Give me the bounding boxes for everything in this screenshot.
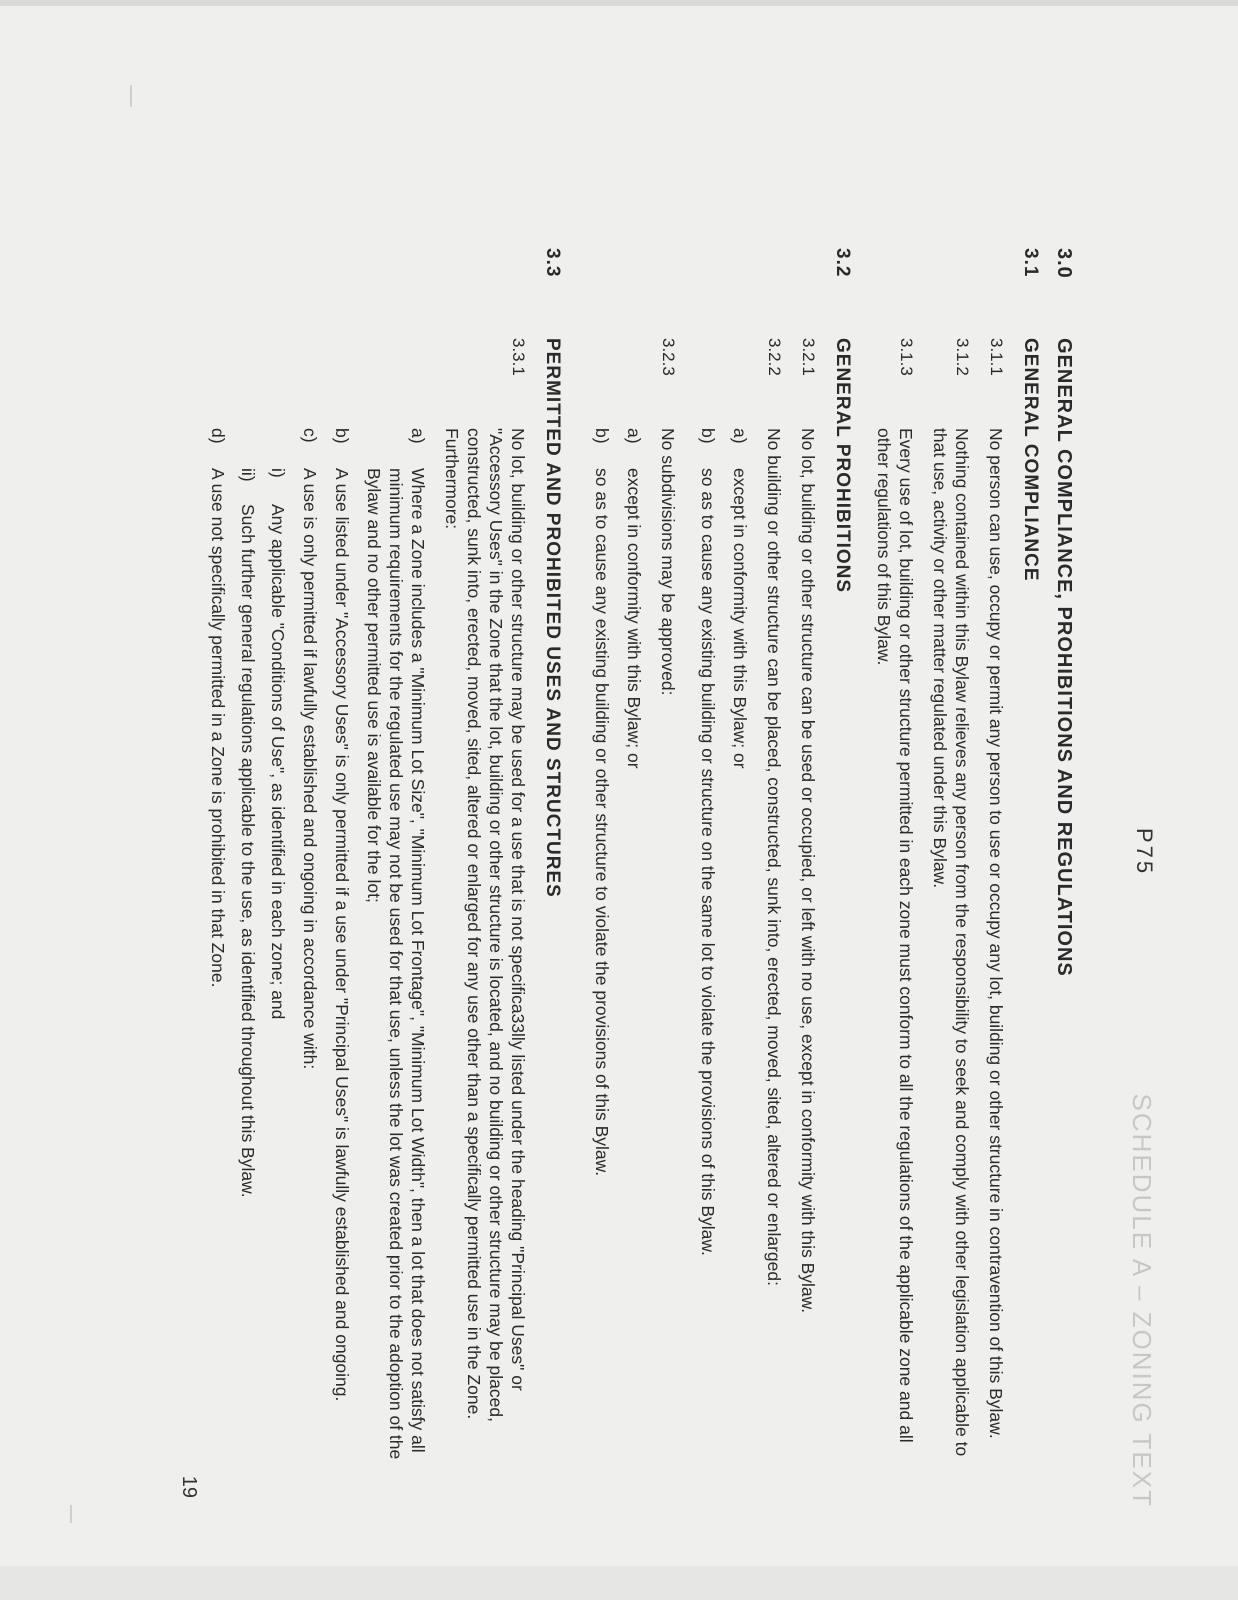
clause-3-2-2	[763, 248, 785, 1468]
item-text: A use listed under "Accessory Uses" is only permitted if a use under "Principal Uses" is lawfully established and ongoing.	[332, 468, 352, 1402]
clause-3-2-1	[797, 248, 819, 1468]
page-number: 19	[178, 1475, 200, 1498]
item-text: Any applicable "Conditions of Use", as identified in each zone; and	[268, 504, 288, 1020]
section-3-3-heading	[541, 248, 563, 1468]
section-title: PERMITTED AND PROHIBITED USES AND STRUCTURES	[542, 338, 563, 898]
list-item	[207, 428, 229, 1468]
section-number: 3.0	[1053, 248, 1075, 279]
scan-bottom-edge	[0, 1566, 1238, 1600]
section-3-1-heading	[1019, 248, 1041, 1468]
clause-3-3-1	[441, 248, 529, 1468]
clause-text: No lot, building or other structure can be used or occupied, or left with no use, except in conformity with this Bylaw.	[798, 428, 818, 1314]
page-body	[197, 248, 1075, 1468]
sub-list-item	[237, 468, 259, 1468]
section-3-0-heading	[1053, 248, 1075, 1468]
item-label: a)	[624, 428, 644, 444]
item-text: Such further general regulations applicable to the use, as identified throughout this Bylaw.	[238, 504, 258, 1198]
clause-3-1-1	[985, 248, 1007, 1468]
rotated-page	[105, 88, 1205, 1538]
list-item	[697, 428, 719, 1468]
item-text: so as to cause any existing building or other structure to violate the provisions of this Bylaw.	[592, 468, 612, 1177]
section-number: 3.3	[542, 248, 563, 278]
clause-number: 3.1.1	[987, 338, 1006, 376]
item-text: A use not specifically permitted in a Zone is prohibited in that Zone.	[208, 468, 228, 988]
clause-text: No lot, building or other structure may be used for a use that is not specifica33lly listed under the heading "Principal Uses" or "Accessory Uses" in the Zone that the lot, building or other structure is located, and no building or other structure may be placed, constructed, sunk into, erected, moved, sited, altered or enlarged for any use other than a specifically permitted use in the Zone. Furthermore:	[442, 428, 528, 1422]
item-label: d)	[208, 428, 228, 444]
clause-number: 3.1.2	[953, 338, 972, 376]
list-item	[591, 428, 613, 1468]
clause-number: 3.1.3	[897, 338, 916, 376]
section-number: 3.2	[832, 248, 853, 278]
item-label: b)	[332, 428, 352, 444]
clause-text: No person can use, occupy or permit any person to use or occupy any lot, building or other structure in contravention of this Bylaw.	[986, 428, 1006, 1439]
item-label: a)	[408, 428, 428, 444]
clause-text: Nothing contained within this Bylaw relieves any person from the responsibility to seek and comply with other legislation applicable to that use, activity or other matter regulated under this Bylaw.	[930, 428, 972, 1457]
item-text: except in conformity with this Bylaw; or	[624, 468, 644, 769]
clause-3-1-3	[873, 248, 917, 1468]
scan-mark	[70, 1505, 72, 1523]
item-label: c)	[300, 428, 320, 443]
item-label: a)	[730, 428, 750, 444]
item-text: Where a Zone includes a "Minimum Lot Size", "Minimum Lot Frontage", "Minimum Lot Width", then a lot that does not satisfy all minimum requirements for the regulated use may not be used for that use, unless the lot was created prior to the adoption of the Bylaw and no other permitted use is available for the lot;	[364, 468, 428, 1460]
clause-text: Every use of lot, building or other structure permitted in each zone must conform to all the regulations of the applicable zone and all other regulations of this Bylaw.	[874, 428, 916, 1443]
item-label: ii)	[238, 468, 258, 482]
item-label: b)	[592, 428, 612, 444]
page-header	[1117, 88, 1157, 1538]
list-item	[623, 428, 645, 1468]
list-item	[363, 428, 429, 1468]
section-title: GENERAL COMPLIANCE, PROHIBITIONS AND REGULATIONS	[1053, 338, 1075, 977]
clause-number: 3.2.1	[799, 338, 818, 376]
section-title: GENERAL PROHIBITIONS	[832, 338, 853, 594]
item-text: except in conformity with this Bylaw; or	[730, 468, 750, 769]
item-label: i)	[268, 468, 288, 478]
list-item	[729, 428, 751, 1468]
clause-number: 3.2.2	[765, 338, 784, 376]
sub-list-item	[267, 468, 289, 1468]
clause-text: No subdivisions may be approved:	[658, 428, 678, 696]
clause-text: No building or other structure can be placed, constructed, sunk into, erected, moved, sited, altered or enlarged:	[764, 428, 784, 1286]
schedule-title: SCHEDULE A – ZONING TEXT	[1127, 1093, 1157, 1508]
item-text: so as to cause any existing building or structure on the same lot to violate the provisions of this Bylaw.	[698, 468, 718, 1256]
list-item	[299, 428, 321, 1468]
list-item	[331, 428, 353, 1468]
page-code: P75	[1132, 828, 1157, 877]
clause-number: 3.2.3	[659, 338, 678, 376]
item-label: b)	[698, 428, 718, 444]
section-3-2-heading	[831, 248, 853, 1468]
clause-3-2-3	[657, 248, 679, 1468]
clause-number: 3.3.1	[509, 338, 528, 376]
section-title: GENERAL COMPLIANCE	[1020, 338, 1041, 582]
section-number: 3.1	[1020, 248, 1041, 278]
item-text: A use is only permitted if lawfully established and ongoing in accordance with:	[300, 468, 320, 1070]
clause-3-1-2	[929, 248, 973, 1468]
scan-top-edge	[0, 0, 1238, 6]
